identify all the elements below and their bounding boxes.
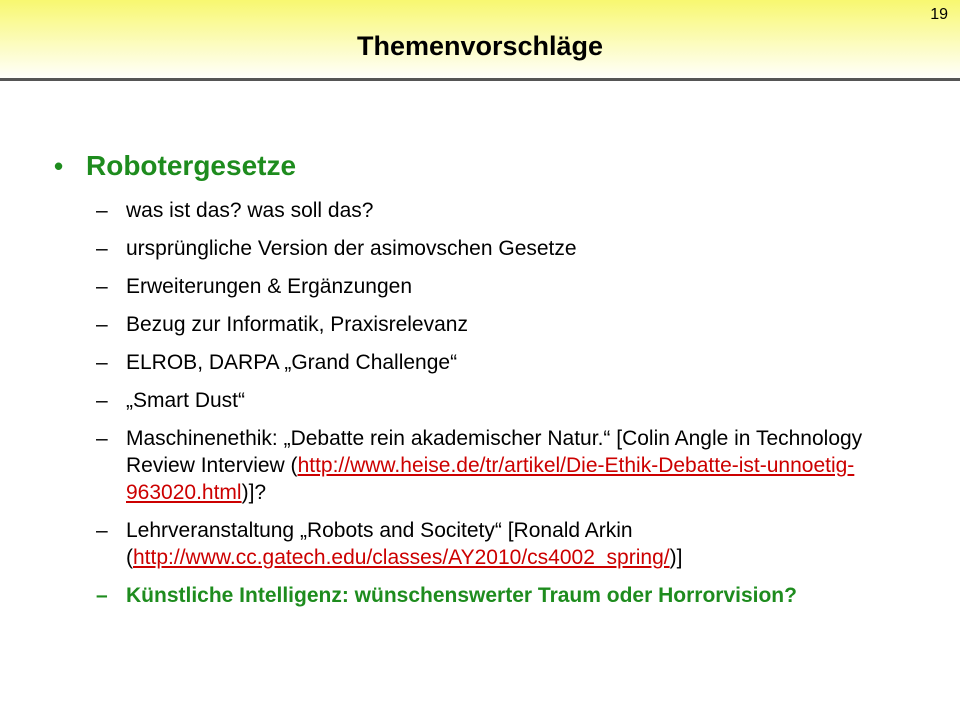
list-item-text: Erweiterungen & Ergänzungen xyxy=(126,275,413,298)
list-item xyxy=(96,311,926,338)
list-item-text: ELROB, DARPA „Grand Challenge“ xyxy=(126,351,458,374)
list-item-text: ursprüngliche Version der asimovschen Gesetze xyxy=(126,237,577,260)
list-item-text xyxy=(126,425,926,506)
list-item xyxy=(96,425,926,506)
heise-article-link[interactable]: http://www.heise.de/tr/artikel/Die-Ethik-Debatte-ist-unnoetig-963020.html xyxy=(126,454,855,504)
dash-icon: – xyxy=(96,519,108,542)
list-item xyxy=(96,273,926,300)
list-item-text: Bezug zur Informatik, Praxisrelevanz xyxy=(126,313,468,336)
main-bullet xyxy=(54,150,914,182)
dash-icon: – xyxy=(96,313,108,336)
list-item xyxy=(96,517,926,571)
list-item-text: Künstliche Intelligenz: wünschenswerter Traum oder Horrorvision? xyxy=(126,584,797,607)
dash-icon: – xyxy=(96,237,108,260)
list-item-text: was ist das? was soll das? xyxy=(126,199,374,222)
list-item-highlighted xyxy=(96,582,926,609)
page-number: 19 xyxy=(930,6,948,23)
item-text-after-link: )]? xyxy=(241,481,267,504)
gatech-course-link[interactable]: http://www.cc.gatech.edu/classes/AY2010/cs4002_spring/ xyxy=(133,546,670,569)
dash-icon: – xyxy=(96,199,108,222)
list-item xyxy=(96,235,926,262)
item-text-before-link: Maschinenethik: „Debatte rein akademischer Natur.“ [Colin Angle in Technology Review Interview ( xyxy=(126,427,863,477)
list-item-text xyxy=(126,517,926,571)
list-item xyxy=(96,349,926,376)
dash-icon: – xyxy=(96,427,108,450)
slide-title: Themenvorschläge xyxy=(356,31,604,61)
main-bullet-text: Robotergesetze xyxy=(86,150,297,181)
dash-icon: – xyxy=(96,275,108,298)
item-text-after-link: )] xyxy=(669,546,683,569)
list-item xyxy=(96,197,926,224)
dash-icon: – xyxy=(96,389,108,412)
sub-bullet-list xyxy=(96,197,926,620)
dash-icon: – xyxy=(96,584,108,607)
item-text-before-link: Lehrveranstaltung „Robots and Socitety“ [Ronald Arkin ( xyxy=(126,519,633,569)
header-divider xyxy=(0,78,960,81)
bullet-dot-icon: • xyxy=(54,151,64,181)
list-item xyxy=(96,387,926,414)
dash-icon: – xyxy=(96,351,108,374)
list-item-text: „Smart Dust“ xyxy=(126,389,246,412)
